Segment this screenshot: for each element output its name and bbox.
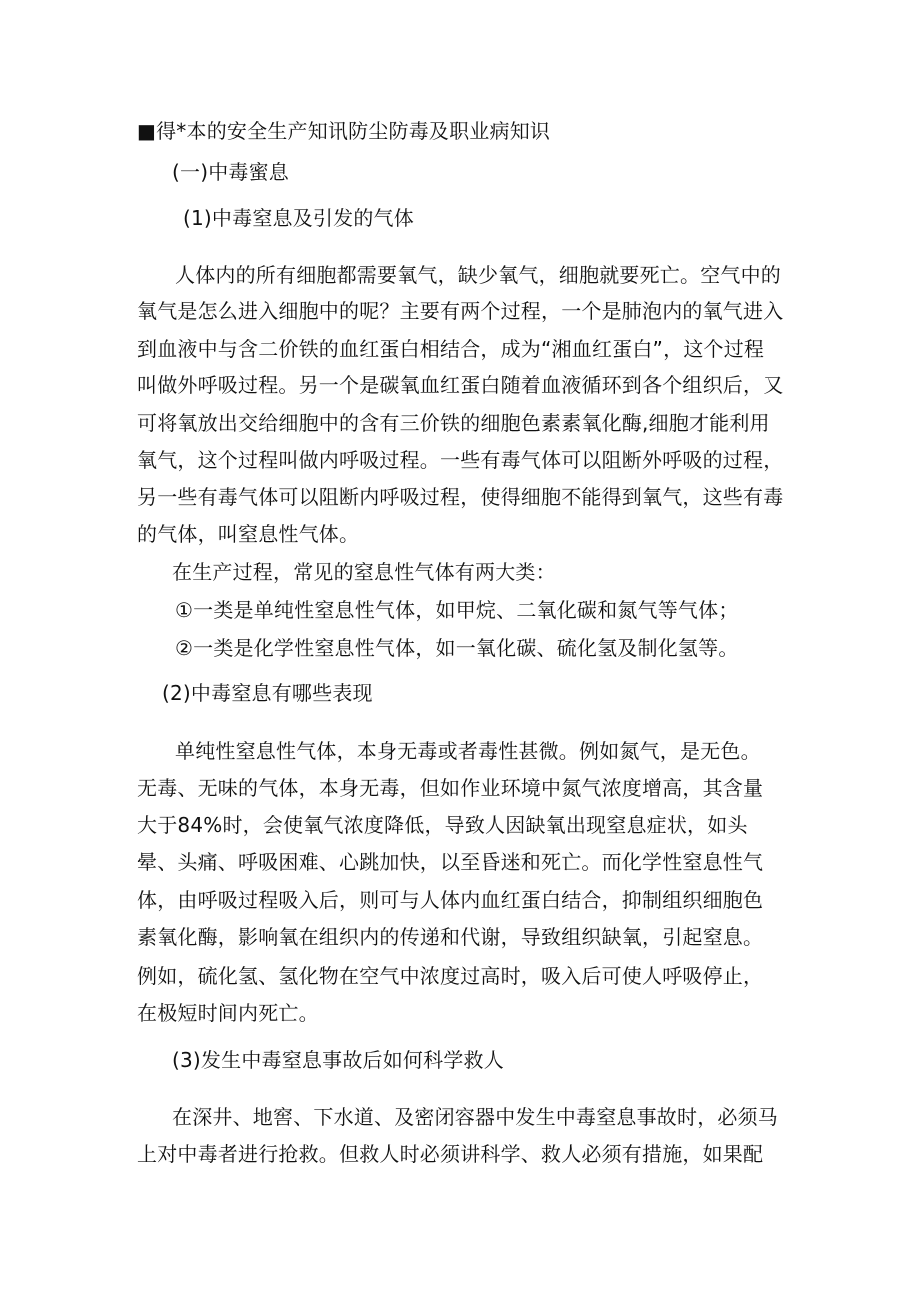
paragraph-1-line: 到血液中与含二价铁的血红蛋白相结合，成为“湘血红蛋白”，这个过程 [137, 337, 765, 361]
paragraph-1-line: 另一些有毒气体可以阻断内呼吸过程，使得细胞不能得到氧气，这些有毒 [137, 485, 784, 509]
paragraph-2: 在生产过程，常见的窒息性气体有两大类： [172, 560, 556, 584]
paragraph-3-line: 无毒、无味的气体，本身无毒，但如作业环境中氮气浓度增高，其含量 [137, 776, 764, 800]
paragraph-3-line: 晕、头痛、呼吸困难、心跳加快，以至昏迷和死亡。而化学性窒息性气 [137, 850, 764, 874]
subheading-2: (2)中毒窒息有哪些表现 [162, 681, 373, 705]
paragraph-3-line: 大于84%时，会使氧气浓度降低，导致人因缺氧出现窒息症状，如头 [137, 813, 748, 837]
subheading-3: (3)发生中毒窒息事故后如何科学救人 [172, 1048, 504, 1072]
paragraph-4-line: 上对中毒者进行抢救。但救人时必须讲科学、救人必须有措施，如果配 [137, 1142, 764, 1166]
list-item-2: ②一类是化学性窒息性气体，如一氧化碳、硫化氢及制化氢等。 [175, 636, 739, 660]
paragraph-3-line: 体，由呼吸过程吸入后，则可与人体内血红蛋白结合，抑制组织细胞色 [137, 888, 764, 912]
paragraph-3-line: 在极短时间内死亡。 [137, 1001, 319, 1025]
section-heading-1: (一)中毒蜜息 [172, 160, 290, 184]
paragraph-3-line: 单纯性窒息性气体，本身无毒或者毒性甚微。例如氮气，是无色。 [175, 739, 761, 763]
subheading-1: (1)中毒窒息及引发的气体 [183, 206, 414, 230]
list-item-1: ①一类是单纯性窒息性气体，如甲烷、二氧化碳和氮气等气体； [175, 598, 739, 622]
paragraph-1-line: 叫做外呼吸过程。另一个是碳氧血红蛋白随着血液循环到各个组织后，又 [137, 373, 784, 397]
paragraph-1-line: 的气体，叫窒息性气体。 [137, 522, 360, 546]
paragraph-4-line: 在深井、地窖、下水道、及密闭容器中发生中毒窒息事故时，必须马 [172, 1105, 778, 1129]
document-title: ■得*本的安全生产知讯防尘防毒及职业病知识 [137, 119, 551, 143]
paragraph-1-line: 氧气，这个过程叫做内呼吸过程。一些有毒气体可以阻断外呼吸的过程， [137, 448, 784, 472]
paragraph-1-line: 人体内的所有细胞都需要氧气，缺少氧气，细胞就要死亡。空气中的 [175, 263, 781, 287]
paragraph-3-line: 例如，硫化氢、氢化物在空气中浓度过高时，吸入后可使人呼吸停止， [137, 964, 764, 988]
paragraph-1-line: 可将氧放出交给细胞中的含有三价铁的细胞色素素氧化酶,细胞才能利用 [137, 411, 770, 435]
paragraph-1-line: 氧气是怎么进入细胞中的呢？主要有两个过程，一个是肺泡内的氧气进入 [137, 299, 784, 323]
paragraph-3-line: 素氧化酶，影响氧在组织内的传递和代谢，导致组织缺氧，引起窒息。 [137, 925, 764, 949]
